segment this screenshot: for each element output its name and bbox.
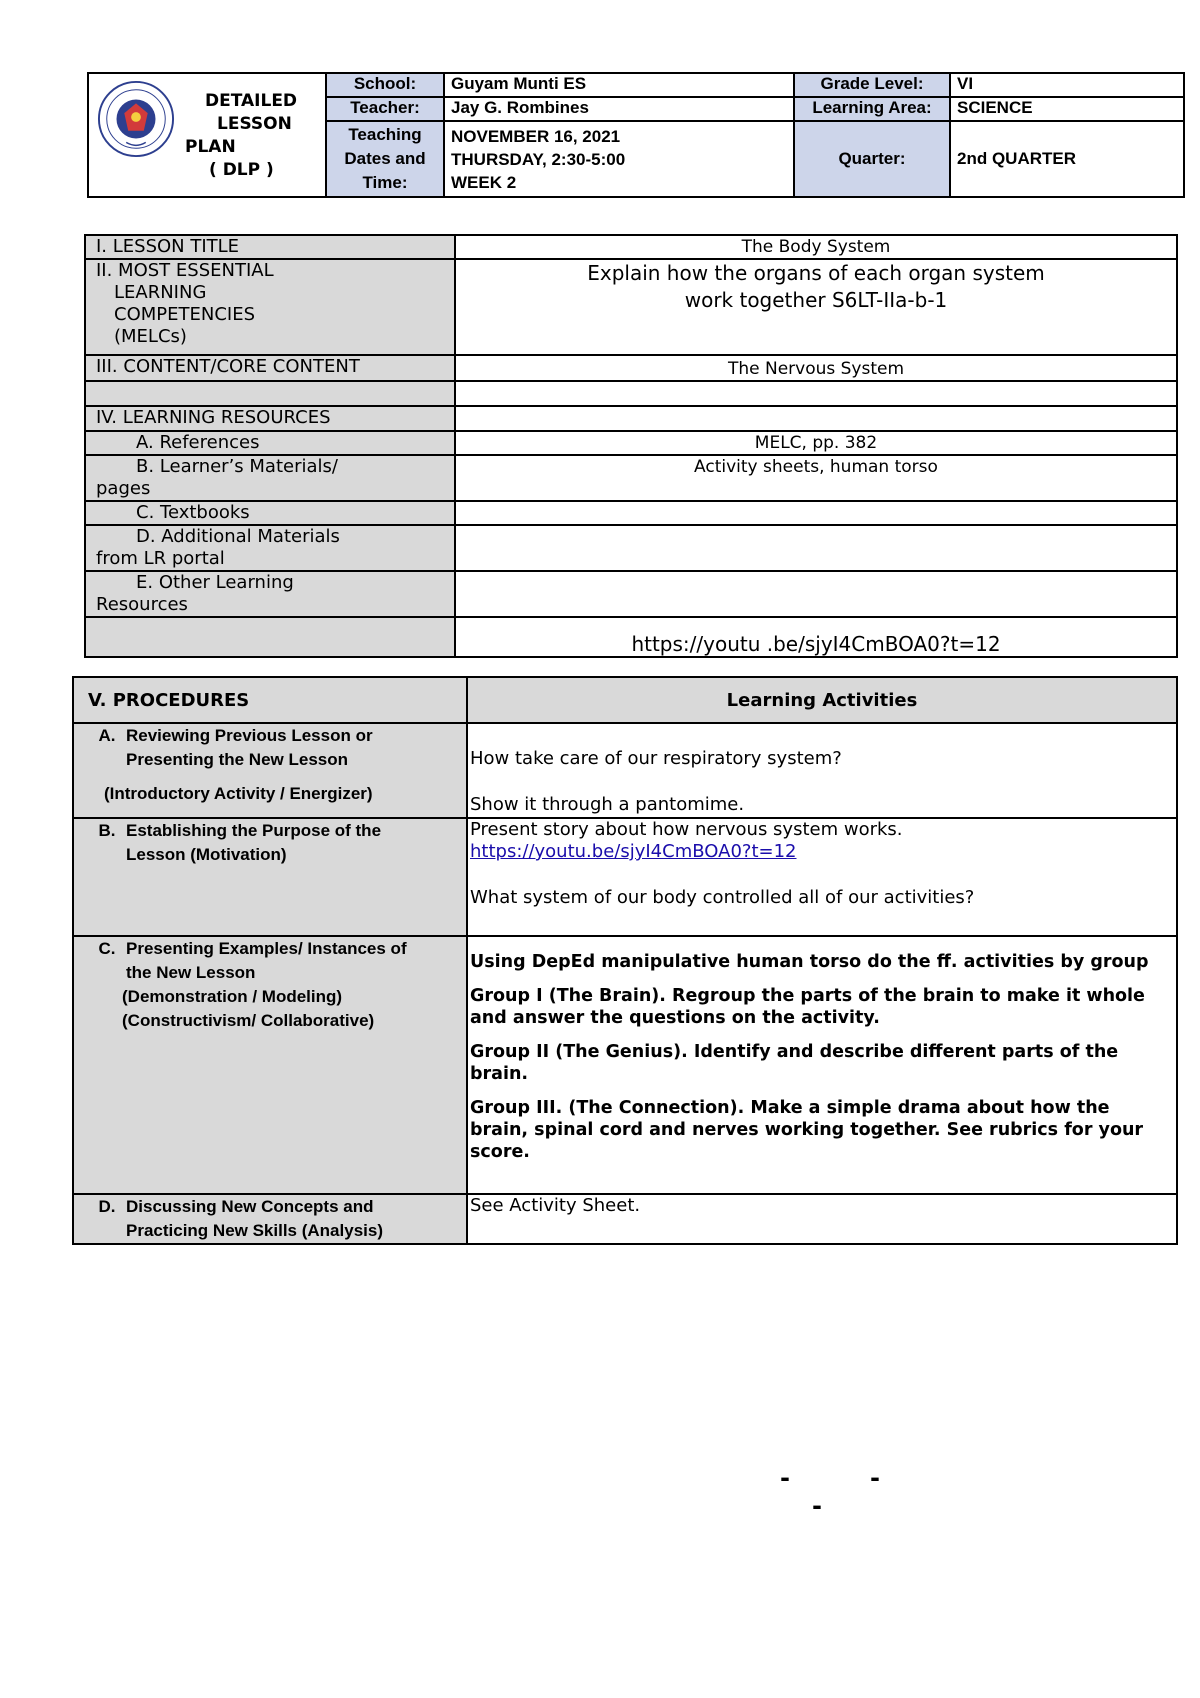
procedure-row-c: [73, 936, 1177, 1194]
empty-value: [455, 381, 1177, 406]
link-row: [85, 617, 1177, 657]
procedures-header-row: [73, 677, 1177, 723]
other-resources-row: [85, 571, 1177, 617]
dlp-title: DETAILED LESSON PLAN ( DLP ): [185, 91, 298, 180]
procedure-c-label: C. Presenting Examples/ Instances of the New Lesson (Demonstration / Modeling) (Constructivism/ Collaborative): [73, 936, 467, 1194]
procedure-row-a: [73, 723, 1177, 818]
dlp-header-table: [87, 72, 1185, 198]
melc-row: [85, 259, 1177, 355]
quarter-value: 2nd QUARTER: [950, 121, 1184, 197]
lesson-title-label: I. LESSON TITLE: [85, 235, 455, 259]
procedure-b-label: B. Establishing the Purpose of the Lesson (Motivation): [73, 818, 467, 936]
learner-materials-value: Activity sheets, human torso: [455, 455, 1177, 501]
grade-level-label: Grade Level:: [794, 73, 950, 97]
procedure-d-label: D. Discussing New Concepts and Practicing New Skills (Analysis): [73, 1194, 467, 1244]
lesson-table: [84, 234, 1178, 658]
procedure-row-d: [73, 1194, 1177, 1244]
learning-area-value: SCIENCE: [950, 97, 1184, 121]
teaching-dates-label: Teaching Dates and Time:: [326, 121, 444, 197]
logo-title-cell: [88, 73, 326, 197]
grade-level-value: VI: [950, 73, 1184, 97]
resource-link[interactable]: https://youtu .be/sjyI4CmBOA0?t=12: [455, 617, 1177, 657]
procedures-header: V. PROCEDURES: [73, 677, 467, 723]
melc-label: II. MOST ESSENTIAL LEARNING COMPETENCIES (MELCs): [85, 259, 455, 355]
additional-materials-label: D. Additional Materials from LR portal: [85, 525, 455, 571]
link-label: [85, 617, 455, 657]
lesson-title-row: [85, 235, 1177, 259]
video-link[interactable]: https://youtu.be/sjyI4CmBOA0?t=12: [470, 841, 797, 862]
resources-value: [455, 406, 1177, 431]
teacher-label: Teacher:: [326, 97, 444, 121]
textbooks-row: [85, 501, 1177, 525]
dash-mark: -: [812, 1492, 822, 1520]
learner-materials-row: [85, 455, 1177, 501]
empty-row: [85, 381, 1177, 406]
learner-materials-label: B. Learner’s Materials/ pages: [85, 455, 455, 501]
learning-area-label: Learning Area:: [794, 97, 950, 121]
deped-seal-icon: [97, 80, 175, 158]
teaching-dates-value: NOVEMBER 16, 2021 THURSDAY, 2:30-5:00 WEEK 2: [444, 121, 794, 197]
other-resources-value: [455, 571, 1177, 617]
references-row: [85, 431, 1177, 455]
dash-mark: -: [870, 1464, 880, 1492]
textbooks-value: [455, 501, 1177, 525]
references-value: MELC, pp. 382: [455, 431, 1177, 455]
procedure-b-activity: Present story about how nervous system works. https://youtu.be/sjyI4CmBOA0?t=12 What system of our body controlled all of our activities?: [467, 818, 1177, 936]
quarter-label: Quarter:: [794, 121, 950, 197]
procedure-c-activity: Using DepEd manipulative human torso do the ff. activities by group Group I (The Brain). Regroup the parts of the brain to make it whole and answer the questions on the activity. Group II (The Genius). Identify and describe different parts of the brain. Group III. (The Connection). Make a simple drama about how the brain, spinal cord and nerves working together. See rubrics for your score.: [467, 936, 1177, 1194]
dash-mark: -: [780, 1464, 790, 1492]
procedure-d-activity: See Activity Sheet.: [467, 1194, 1177, 1244]
additional-materials-row: [85, 525, 1177, 571]
other-resources-label: E. Other Learning Resources: [85, 571, 455, 617]
procedure-a-activity: How take care of our respiratory system? Show it through a pantomime.: [467, 723, 1177, 818]
content-value: The Nervous System: [455, 355, 1177, 381]
references-label: A. References: [85, 431, 455, 455]
school-value: Guyam Munti ES: [444, 73, 794, 97]
textbooks-label: C. Textbooks: [85, 501, 455, 525]
resources-row: [85, 406, 1177, 431]
procedures-table: [72, 676, 1178, 1245]
lesson-title-value: The Body System: [455, 235, 1177, 259]
melc-value: Explain how the organs of each organ system work together S6LT-IIa-b-1: [455, 259, 1177, 355]
empty-label: [85, 381, 455, 406]
content-label: III. CONTENT/CORE CONTENT: [85, 355, 455, 381]
procedure-a-label: A. Reviewing Previous Lesson or Presenting the New Lesson (Introductory Activity / Energizer): [73, 723, 467, 818]
resources-label: IV. LEARNING RESOURCES: [85, 406, 455, 431]
procedure-row-b: [73, 818, 1177, 936]
learning-activities-header: Learning Activities: [467, 677, 1177, 723]
school-label: School:: [326, 73, 444, 97]
additional-materials-value: [455, 525, 1177, 571]
content-row: [85, 355, 1177, 381]
teacher-value: Jay G. Rombines: [444, 97, 794, 121]
